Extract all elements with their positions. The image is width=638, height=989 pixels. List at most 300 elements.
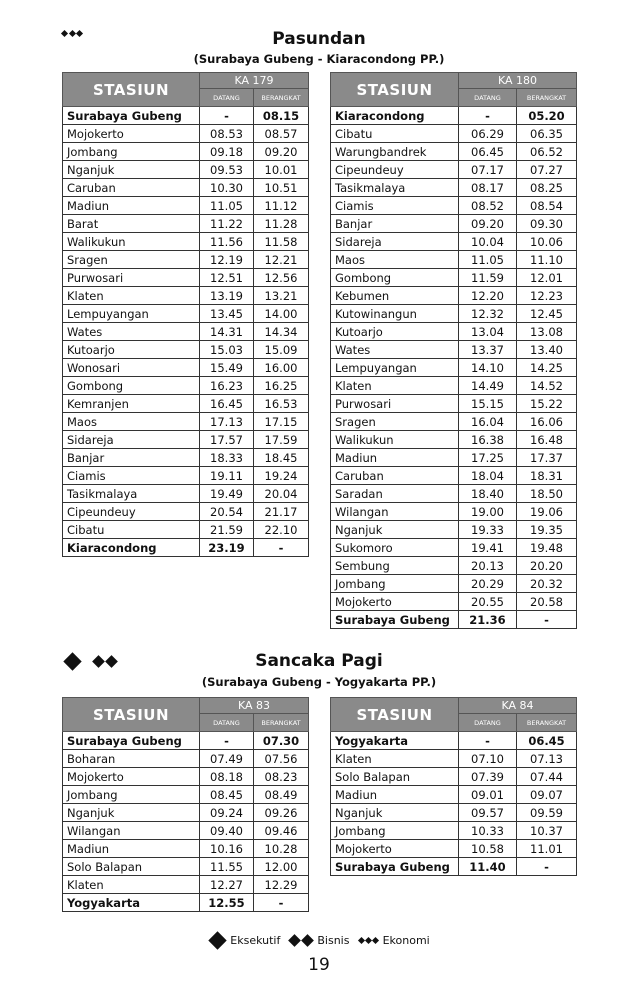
arrive-time: 11.05 [459,251,517,269]
depart-time: 18.31 [517,467,577,485]
table-row [63,876,309,894]
station-name: Wonosari [63,359,200,377]
station-name: Kemranjen [63,395,200,413]
table-row [63,858,309,876]
depart-time: 11.12 [254,197,309,215]
depart-time: 08.49 [254,786,309,804]
table-row [63,143,309,161]
station-name: Kutowinangun [331,305,459,323]
table-row [63,732,309,750]
arrive-time: 11.56 [200,233,254,251]
station-name: Madiun [331,449,459,467]
depart-time: 12.01 [517,269,577,287]
arrive-time: 18.33 [200,449,254,467]
station-name: Madiun [331,786,459,804]
timetable-ka-179 [62,72,309,557]
depart-time: 08.25 [517,179,577,197]
depart-time: 14.34 [254,323,309,341]
depart-time: 14.25 [517,359,577,377]
depart-time: 06.52 [517,143,577,161]
table-row [63,521,309,539]
arrive-time: 10.04 [459,233,517,251]
station-name: Madiun [63,197,200,215]
table-row [63,894,309,912]
arrive-time: 16.23 [200,377,254,395]
station-name: Yogyakarta [63,894,200,912]
table-row [63,377,309,395]
station-name: Nganjuk [63,161,200,179]
arrive-time: 06.45 [459,143,517,161]
arrive-time: 09.24 [200,804,254,822]
table-row [63,467,309,485]
table-row [331,359,577,377]
depart-time: 19.06 [517,503,577,521]
arrive-time: 09.40 [200,822,254,840]
depart-time: 16.53 [254,395,309,413]
depart-time: 08.57 [254,125,309,143]
depart-time: 15.09 [254,341,309,359]
depart-time: 07.30 [254,732,309,750]
arrive-time: 21.59 [200,521,254,539]
station-name: Cibatu [331,125,459,143]
station-name: Yogyakarta [331,732,459,750]
depart-time: 16.06 [517,413,577,431]
table-row [63,413,309,431]
table-row [331,413,577,431]
arrive-time: 10.33 [459,822,517,840]
station-name: Nganjuk [63,804,200,822]
table-row [331,449,577,467]
depart-time: 09.07 [517,786,577,804]
diamond-icon [301,934,314,947]
table-row [331,251,577,269]
diamond-icon [358,937,365,944]
table-row [63,179,309,197]
depart-time: 10.01 [254,161,309,179]
arrive-time: 12.55 [200,894,254,912]
station-name: Maos [331,251,459,269]
station-name: Sragen [331,413,459,431]
arrive-time: 11.05 [200,197,254,215]
table-row [331,732,577,750]
class-legend [0,934,638,947]
train-number: KA 179 [200,73,309,89]
depart-time: - [254,894,309,912]
station-name: Cipeundeuy [63,503,200,521]
arrive-header: DATANG [200,89,254,107]
station-name: Banjar [63,449,200,467]
station-name: Mojokerto [331,593,459,611]
station-name: Ciamis [331,197,459,215]
table-row [331,575,577,593]
diamond-icon [372,937,379,944]
table-row [63,305,309,323]
arrive-time: 07.17 [459,161,517,179]
station-name: Madiun [63,840,200,858]
station-name: Jombang [331,575,459,593]
depart-time: 19.24 [254,467,309,485]
depart-time: 10.51 [254,179,309,197]
station-name: Mojokerto [331,840,459,858]
station-name: Sidareja [63,431,200,449]
table-row [63,269,309,287]
depart-time: 17.15 [254,413,309,431]
station-name: Caruban [331,467,459,485]
table-row [331,503,577,521]
depart-time: 21.17 [254,503,309,521]
station-header: STASIUN [331,73,459,107]
station-name: Tasikmalaya [63,485,200,503]
arrive-time: 19.00 [459,503,517,521]
station-name: Klaten [331,377,459,395]
arrive-time: 13.37 [459,341,517,359]
station-name: Lempuyangan [63,305,200,323]
station-name: Kutoarjo [63,341,200,359]
depart-time: 09.59 [517,804,577,822]
station-name: Sidareja [331,233,459,251]
table-row [63,233,309,251]
station-name: Boharan [63,750,200,768]
depart-time: 17.37 [517,449,577,467]
arrive-time: 09.57 [459,804,517,822]
station-name: Wilangan [63,822,200,840]
depart-time: 13.08 [517,323,577,341]
legend-business [288,934,349,947]
section-route-pasundan: (Surabaya Gubeng - Kiaracondong PP.) [193,52,445,66]
arrive-time: 20.13 [459,557,517,575]
station-name: Klaten [331,750,459,768]
station-name: Gombong [331,269,459,287]
depart-time: 07.27 [517,161,577,179]
station-name: Sragen [63,251,200,269]
arrive-header: DATANG [200,714,254,732]
station-name: Maos [63,413,200,431]
station-name: Klaten [63,287,200,305]
arrive-time: 09.01 [459,786,517,804]
arrive-time: 12.27 [200,876,254,894]
timetable-ka-83 [62,697,309,912]
table-row [331,521,577,539]
arrive-time: 11.40 [459,858,517,876]
station-name: Purwosari [63,269,200,287]
arrive-time: 08.17 [459,179,517,197]
table-row [331,822,577,840]
page-number: 19 [308,955,330,975]
table-row [63,449,309,467]
arrive-time: 18.04 [459,467,517,485]
depart-time: 19.35 [517,521,577,539]
station-name: Lempuyangan [331,359,459,377]
depart-time: 16.48 [517,431,577,449]
arrive-time: 16.38 [459,431,517,449]
arrive-time: 08.52 [459,197,517,215]
arrive-time: 17.25 [459,449,517,467]
depart-header: BERANGKAT [517,89,577,107]
station-name: Ciamis [63,467,200,485]
arrive-time: 20.55 [459,593,517,611]
table-row [63,840,309,858]
arrive-time: 08.45 [200,786,254,804]
table-row [63,395,309,413]
table-row [331,341,577,359]
station-name: Tasikmalaya [331,179,459,197]
table-row [63,768,309,786]
depart-time: 11.58 [254,233,309,251]
depart-header: BERANGKAT [517,714,577,732]
executive-icon [208,934,227,947]
table-row [331,179,577,197]
table-row [63,287,309,305]
table-row [63,822,309,840]
station-name: Sembung [331,557,459,575]
depart-time: 12.56 [254,269,309,287]
table-row [331,804,577,822]
station-name: Walikukun [63,233,200,251]
arrive-time: 21.36 [459,611,517,629]
station-name: Caruban [63,179,200,197]
depart-time: 12.45 [517,305,577,323]
table-row [331,611,577,629]
depart-time: 09.26 [254,804,309,822]
arrive-time: 13.04 [459,323,517,341]
table-row [331,269,577,287]
arrive-time: 12.51 [200,269,254,287]
section-title-pasundan: Pasundan [272,29,366,49]
table-row [331,593,577,611]
station-name: Kutoarjo [331,323,459,341]
arrive-time: 20.29 [459,575,517,593]
arrive-time: 17.57 [200,431,254,449]
table-row [63,251,309,269]
arrive-header: DATANG [459,714,517,732]
table-row [331,215,577,233]
arrive-time: 10.16 [200,840,254,858]
arrive-time: 12.20 [459,287,517,305]
depart-time: 11.28 [254,215,309,233]
table-row [331,287,577,305]
depart-time: 10.28 [254,840,309,858]
section-route-sancaka-pagi: (Surabaya Gubeng - Yogyakarta PP.) [201,675,437,689]
table-row [331,395,577,413]
depart-time: - [517,858,577,876]
timetable-ka-180 [330,72,577,629]
table-row [331,107,577,125]
table-row [331,485,577,503]
depart-time: - [517,611,577,629]
arrive-time: 06.29 [459,125,517,143]
depart-time: 12.21 [254,251,309,269]
table-row [331,377,577,395]
table-row [63,503,309,521]
depart-time: 13.40 [517,341,577,359]
table-row [63,107,309,125]
depart-time: 20.58 [517,593,577,611]
station-header: STASIUN [63,698,200,732]
depart-time: 06.45 [517,732,577,750]
train-number: KA 180 [459,73,577,89]
depart-time: 07.13 [517,750,577,768]
depart-time: 10.37 [517,822,577,840]
depart-header: BERANGKAT [254,89,309,107]
arrive-time: 07.10 [459,750,517,768]
table-row [63,125,309,143]
table-row [331,768,577,786]
arrive-time: 07.39 [459,768,517,786]
diamond-icon [209,931,227,949]
table-row [331,858,577,876]
legend-executive [208,934,280,947]
depart-time: 17.59 [254,431,309,449]
table-row [331,161,577,179]
arrive-time: 19.33 [459,521,517,539]
station-name: Banjar [331,215,459,233]
arrive-time: 09.20 [459,215,517,233]
arrive-time: 16.04 [459,413,517,431]
arrive-time: 08.18 [200,768,254,786]
arrive-time: 09.53 [200,161,254,179]
arrive-time: 17.13 [200,413,254,431]
arrive-time: 19.11 [200,467,254,485]
table-row [331,197,577,215]
station-header: STASIUN [63,73,200,107]
depart-time: 18.45 [254,449,309,467]
depart-time: 19.48 [517,539,577,557]
arrive-time: 11.59 [459,269,517,287]
train-number: KA 83 [200,698,309,714]
legend-economy [357,934,429,947]
station-name: Nganjuk [331,521,459,539]
depart-time: 11.10 [517,251,577,269]
depart-time: - [254,539,309,557]
station-name: Walikukun [331,431,459,449]
station-name: Solo Balapan [63,858,200,876]
table-row [63,161,309,179]
depart-header: BERANGKAT [254,714,309,732]
arrive-time: 14.31 [200,323,254,341]
depart-time: 06.35 [517,125,577,143]
station-name: Mojokerto [63,768,200,786]
timetable-ka-84 [330,697,577,876]
depart-time: 10.06 [517,233,577,251]
arrive-time: 12.19 [200,251,254,269]
arrive-time: 07.49 [200,750,254,768]
arrive-time: - [200,107,254,125]
depart-time: 22.10 [254,521,309,539]
table-row [331,305,577,323]
arrive-time: 10.30 [200,179,254,197]
arrive-time: 20.54 [200,503,254,521]
table-row [331,431,577,449]
arrive-time: 13.45 [200,305,254,323]
legend-economy-label: Ekonomi [382,934,430,947]
depart-time: 14.00 [254,305,309,323]
arrive-time: 15.15 [459,395,517,413]
arrive-time: 14.49 [459,377,517,395]
depart-time: 20.04 [254,485,309,503]
table-row [331,467,577,485]
depart-time: 20.20 [517,557,577,575]
station-name: Surabaya Gubeng [63,107,200,125]
depart-time: 16.25 [254,377,309,395]
arrive-time: 08.53 [200,125,254,143]
depart-time: 12.23 [517,287,577,305]
table-row [331,233,577,251]
table-row [63,215,309,233]
arrive-time: - [200,732,254,750]
table-row [63,485,309,503]
arrive-time: 16.45 [200,395,254,413]
table-row [63,786,309,804]
table-row [63,750,309,768]
table-row [331,539,577,557]
legend-business-label: Bisnis [317,934,350,947]
table-row [331,125,577,143]
station-name: Surabaya Gubeng [331,858,459,876]
table-row [331,323,577,341]
depart-time: 12.29 [254,876,309,894]
arrive-time: - [459,107,517,125]
station-name: Jombang [63,143,200,161]
depart-time: 08.54 [517,197,577,215]
arrive-time: 19.49 [200,485,254,503]
depart-time: 16.00 [254,359,309,377]
station-name: Wilangan [331,503,459,521]
depart-time: 13.21 [254,287,309,305]
station-name: Solo Balapan [331,768,459,786]
table-row [331,750,577,768]
table-row [63,197,309,215]
station-name: Gombong [63,377,200,395]
table-row [63,431,309,449]
depart-time: 09.20 [254,143,309,161]
depart-time: 18.50 [517,485,577,503]
table-row [63,539,309,557]
depart-time: 09.46 [254,822,309,840]
station-name: Saradan [331,485,459,503]
arrive-time: - [459,732,517,750]
arrive-time: 11.22 [200,215,254,233]
arrive-time: 09.18 [200,143,254,161]
table-row [63,323,309,341]
station-name: Surabaya Gubeng [331,611,459,629]
table-row [331,143,577,161]
depart-time: 08.23 [254,768,309,786]
arrive-time: 13.19 [200,287,254,305]
station-name: Mojokerto [63,125,200,143]
station-name: Sukomoro [331,539,459,557]
table-row [63,341,309,359]
station-name: Jombang [63,786,200,804]
arrive-time: 14.10 [459,359,517,377]
train-number: KA 84 [459,698,577,714]
arrive-time: 18.40 [459,485,517,503]
station-name: Nganjuk [331,804,459,822]
economy-icon [357,938,379,943]
arrive-time: 15.03 [200,341,254,359]
station-name: Surabaya Gubeng [63,732,200,750]
station-name: Wates [63,323,200,341]
depart-time: 20.32 [517,575,577,593]
station-name: Purwosari [331,395,459,413]
depart-time: 11.01 [517,840,577,858]
station-name: Cipeundeuy [331,161,459,179]
station-name: Cibatu [63,521,200,539]
table-row [331,840,577,858]
arrive-time: 11.55 [200,858,254,876]
arrive-time: 19.41 [459,539,517,557]
table-row [331,786,577,804]
depart-time: 15.22 [517,395,577,413]
